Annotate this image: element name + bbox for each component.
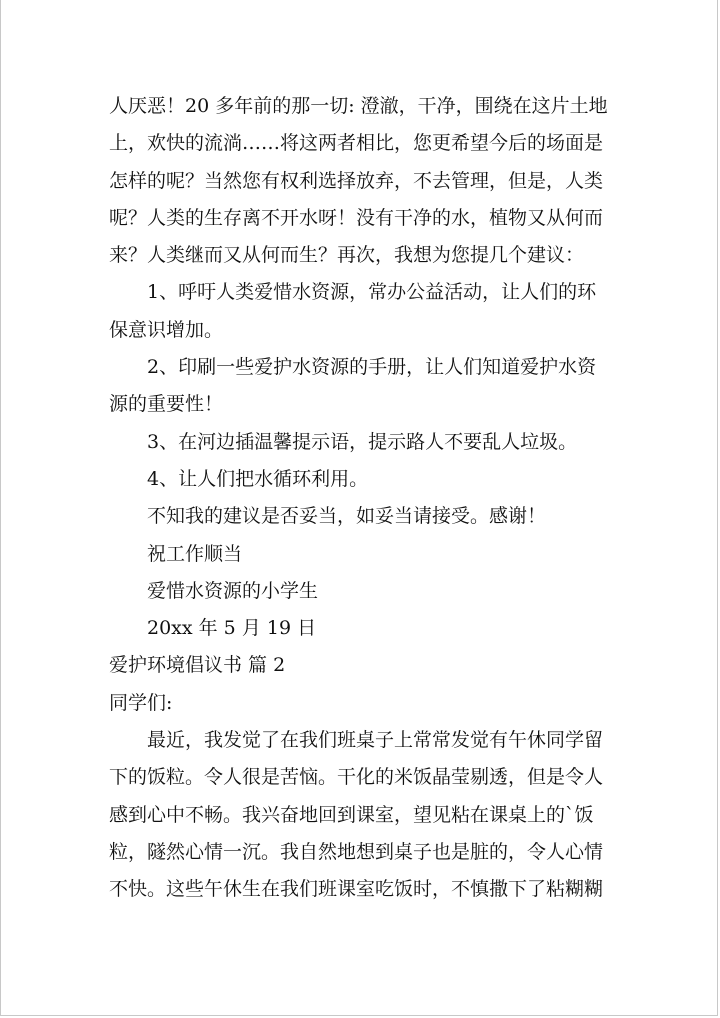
text-line: 不快。这些午休生在我们班课室吃饭时，不慎撒下了粘糊糊 xyxy=(109,878,604,901)
text-line: 2、印刷一些爱护水资源的手册，让人们知道爱护水资 xyxy=(147,356,597,379)
text-line: 4、让人们把水循环利用。 xyxy=(147,467,369,490)
text-line: 怎样的呢？当然您有权利选择放弃，不去管理，但是，人类 xyxy=(109,169,604,192)
document-body xyxy=(109,88,609,909)
text-line: 同学们: xyxy=(109,691,173,714)
text-line: 来？人类继而又从何而生？再次，我想为您提几个建议： xyxy=(109,244,585,267)
text-line: 呢？人类的生存离不开水呀！没有干净的水，植物又从何而 xyxy=(109,206,604,229)
text-line: 上，欢快的流淌……将这两者相比，您更希望今后的场面是 xyxy=(109,132,604,155)
text-line: 下的饭粒。令人很是苦恼。干化的米饭晶莹剔透，但是令人 xyxy=(109,766,604,789)
text-line: 源的重要性！ xyxy=(109,393,224,416)
text-line: 人厌恶！20 多年前的那一切: 澄澈，干净，围绕在这片土地 xyxy=(109,95,608,117)
text-line: 爱护环境倡议书 篇 2 xyxy=(109,654,286,677)
text-line: 祝工作顺当 xyxy=(147,542,243,565)
text-line: 爱惜水资源的小学生 xyxy=(147,579,319,602)
text-line: 粒，隧然心情一沉。我自然地想到桌子也是脏的，令人心情 xyxy=(109,840,604,863)
text-line: 感到心中不畅。我兴奋地回到课室，望见粘在课桌上的`饭 xyxy=(109,803,594,826)
text-line: 3、在河边插温馨提示语，提示路人不要乱人垃圾。 xyxy=(147,430,578,453)
text-line: 1、呼吁人类爱惜水资源，常办公益活动，让人们的环 xyxy=(147,281,597,304)
text-line: 不知我的建议是否妥当，如妥当请接受。感谢！ xyxy=(147,505,547,528)
text-line: 最近，我发觉了在我们班桌子上常常发觉有午休同学留 xyxy=(147,729,604,752)
text-line: 20xx 年 5 月 19 日 xyxy=(147,617,317,640)
text-line: 保意识增加。 xyxy=(109,318,224,341)
